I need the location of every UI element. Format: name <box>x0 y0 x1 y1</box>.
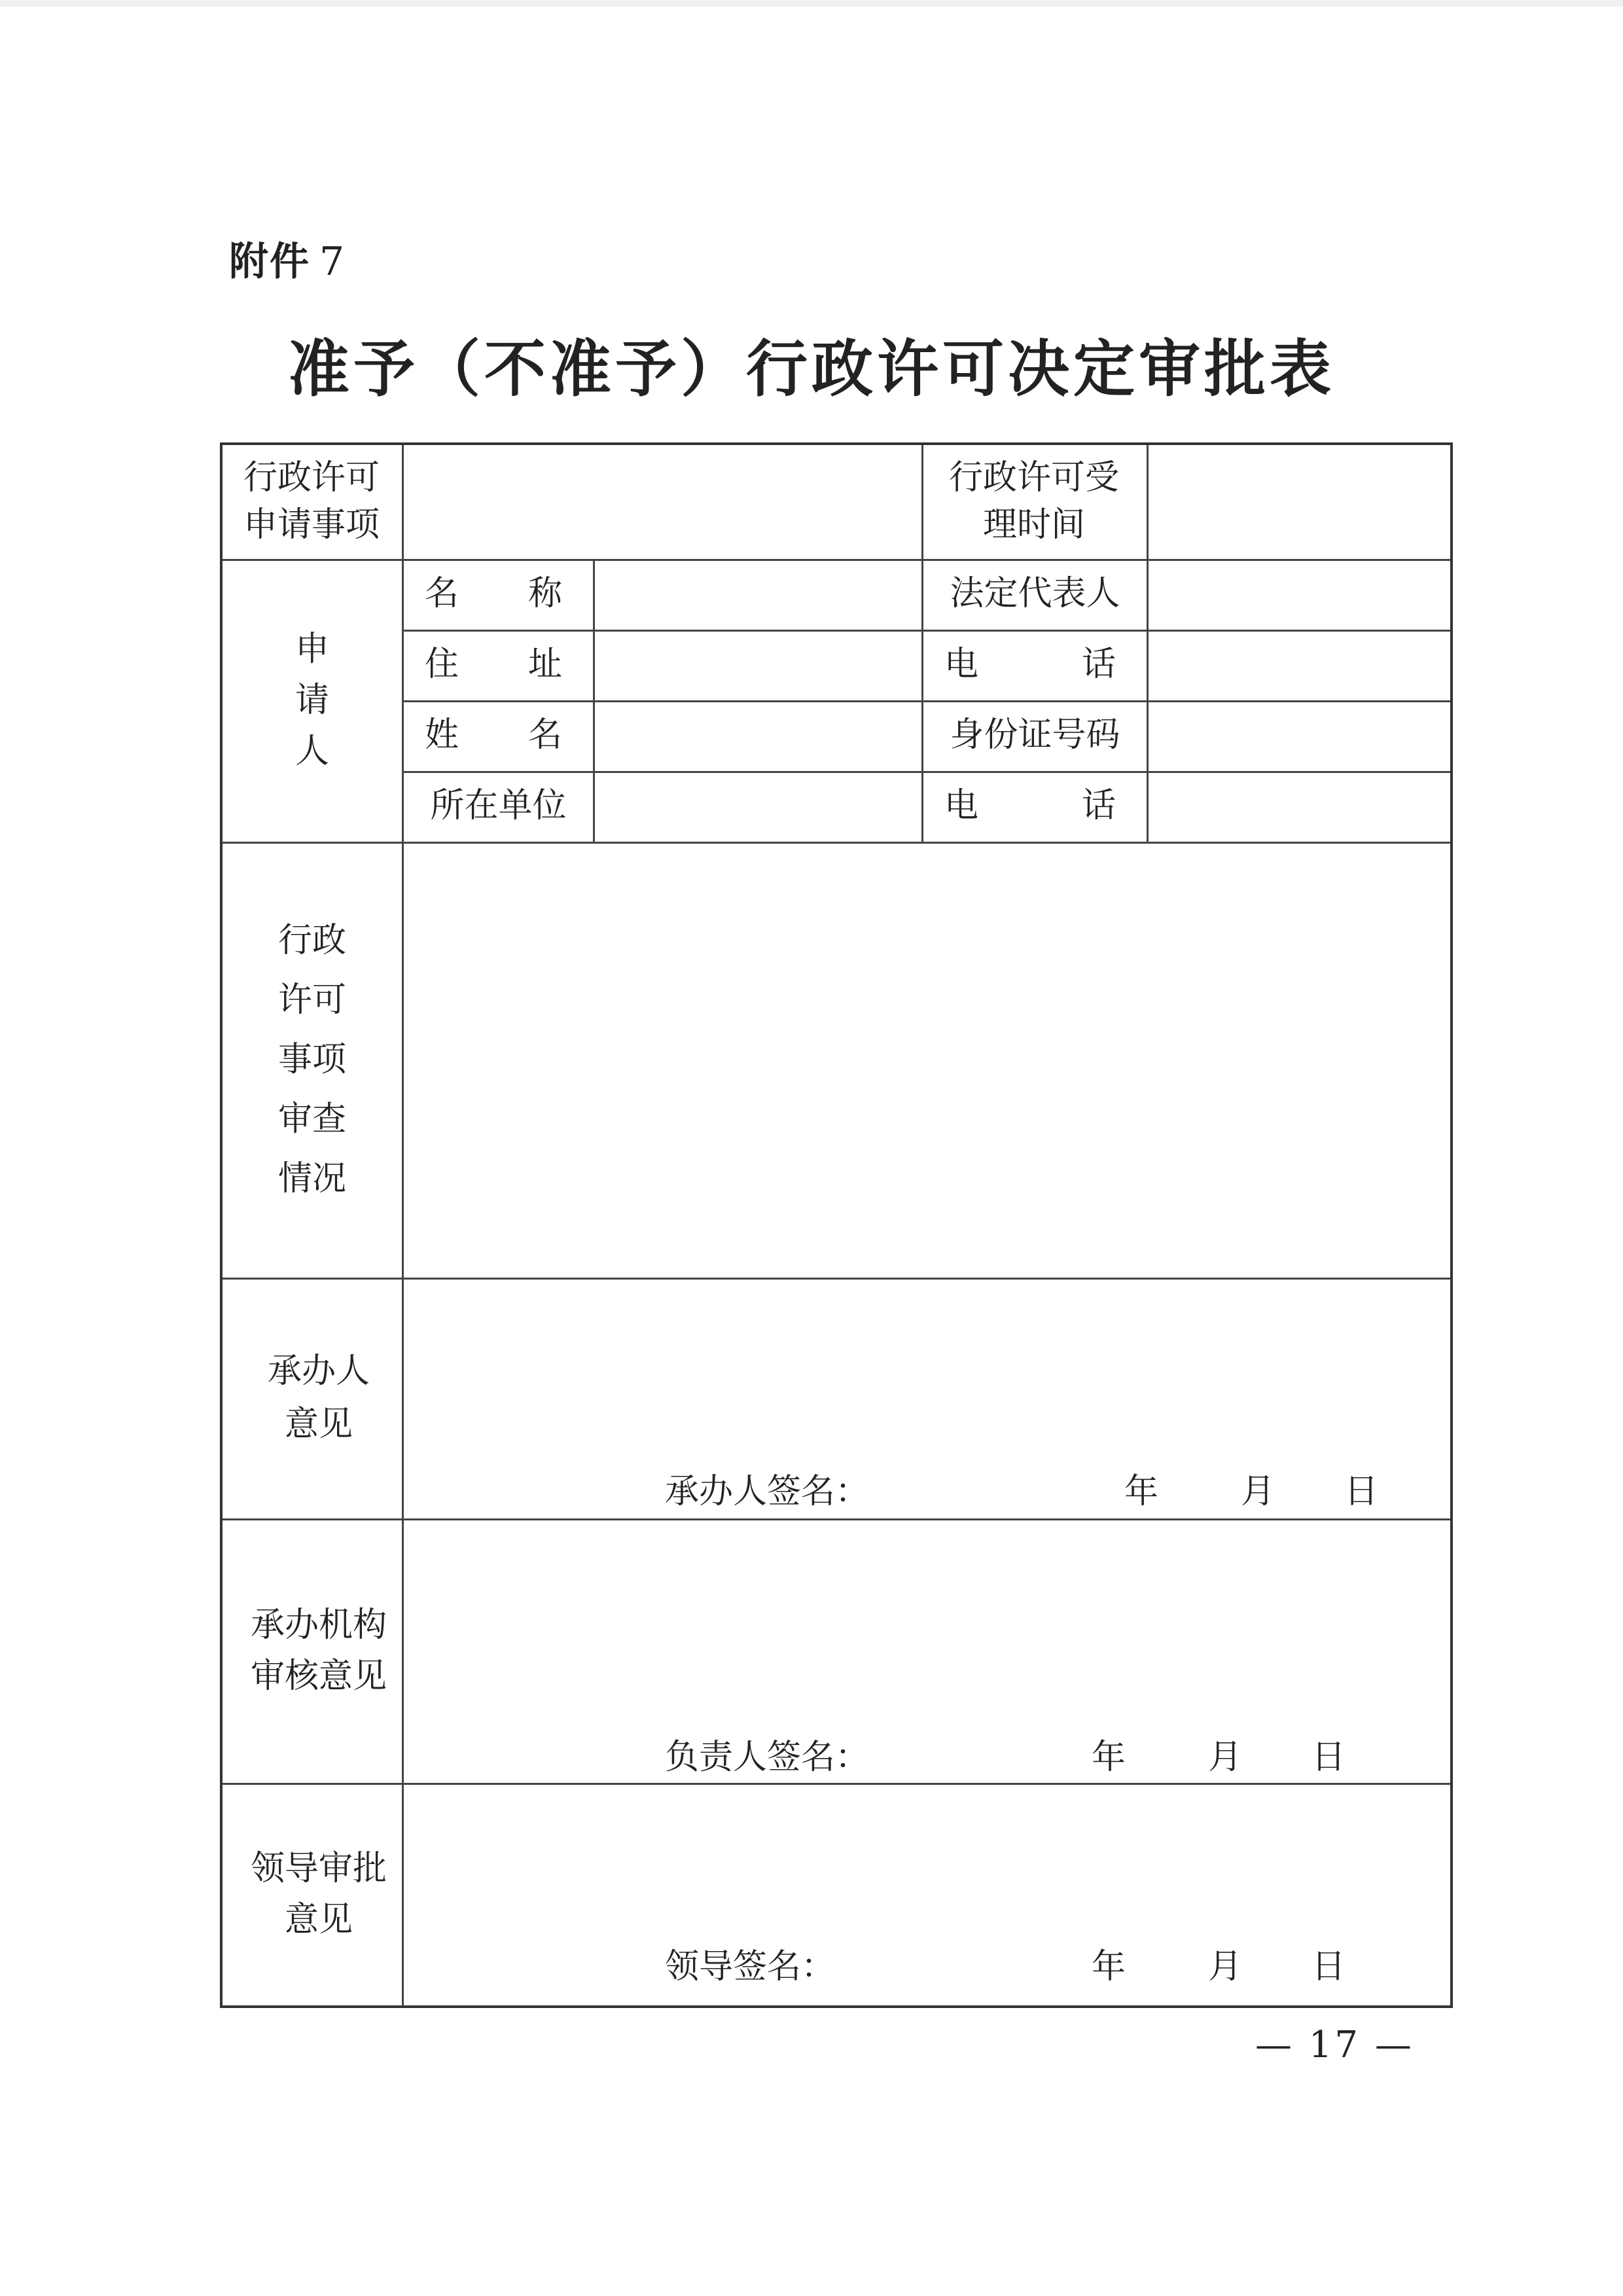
address-label <box>404 630 632 700</box>
id-number-label: 身份证号码 <box>950 715 1120 755</box>
attachment-number: 7 <box>319 239 346 285</box>
leader-year: 年 <box>1092 1947 1126 1986</box>
org-opinion-label-text: 承办机构审核意见 <box>250 1605 387 1696</box>
handler-opinion-label-text: 承办人意见 <box>267 1352 370 1444</box>
phone-label-2 <box>923 771 1220 842</box>
phone-value[interactable] <box>1149 630 1450 700</box>
work-unit-value[interactable] <box>595 771 921 842</box>
person-name-label <box>404 700 632 771</box>
org-opinion-content[interactable] <box>404 1520 1450 1697</box>
name-label-text: 名称 <box>425 574 632 614</box>
responsible-year: 年 <box>1092 1738 1126 1777</box>
handler-day: 日 <box>1344 1472 1379 1511</box>
acceptance-time-label: 行政许可受理时间 <box>949 458 1120 545</box>
handler-year: 年 <box>1124 1472 1159 1511</box>
responsible-signature-row <box>665 1729 1346 1778</box>
responsible-month: 月 <box>1208 1738 1243 1777</box>
name-value[interactable] <box>595 559 921 630</box>
attachment-label <box>229 230 346 287</box>
applicant-label <box>223 559 402 842</box>
leader-signature-row <box>665 1939 1346 1988</box>
work-unit-label: 所在单位 <box>430 786 567 826</box>
responsible-day: 日 <box>1311 1738 1346 1777</box>
responsible-signature-label: 负责人签名： <box>665 1738 870 1777</box>
person-name-label-text: 姓名 <box>425 715 632 755</box>
leader-opinion-label <box>236 1783 402 2005</box>
handler-month: 月 <box>1241 1472 1275 1511</box>
acceptance-time-value[interactable] <box>1149 445 1450 559</box>
handler-opinion-content[interactable] <box>404 1280 1450 1430</box>
address-value[interactable] <box>595 630 921 700</box>
applicant-label-text: 申请人 <box>294 630 329 771</box>
page-number: — 17 — <box>1255 2024 1414 2066</box>
handler-opinion-label <box>236 1278 402 1518</box>
approval-form-table <box>220 442 1453 2008</box>
page-top-edge <box>0 0 1623 7</box>
review-label-text: 行政许可事项审查情况 <box>277 920 346 1198</box>
address-label-text: 住址 <box>425 645 632 685</box>
name-label <box>404 559 632 630</box>
review-content[interactable] <box>404 844 1450 1278</box>
application-item-label: 行政许可申请事项 <box>243 458 380 545</box>
leader-month: 月 <box>1208 1947 1243 1986</box>
legal-rep-value[interactable] <box>1149 559 1450 630</box>
leader-opinion-label-text: 领导审批意见 <box>250 1849 387 1939</box>
phone-label <box>923 630 1220 700</box>
form-title: 准予（不准予）行政许可决定审批表 <box>287 333 1335 405</box>
phone-label-text: 电话 <box>944 645 1220 685</box>
handler-signature-row <box>665 1463 1378 1513</box>
legal-rep-label: 法定代表人 <box>950 574 1120 614</box>
application-item-value[interactable] <box>404 445 921 559</box>
leader-day: 日 <box>1311 1947 1346 1986</box>
handler-signature-label: 承办人签名： <box>665 1472 870 1511</box>
org-opinion-label <box>236 1518 402 1783</box>
id-number-value[interactable] <box>1149 700 1450 771</box>
phone-label-2-text: 电话 <box>944 786 1220 826</box>
review-label <box>223 842 402 1278</box>
person-name-value[interactable] <box>595 700 921 771</box>
leader-opinion-content[interactable] <box>404 1785 1450 1929</box>
attachment-text: 附件 <box>229 239 310 285</box>
phone-value-2[interactable] <box>1149 771 1450 842</box>
leader-signature-label: 领导签名： <box>665 1947 836 1986</box>
